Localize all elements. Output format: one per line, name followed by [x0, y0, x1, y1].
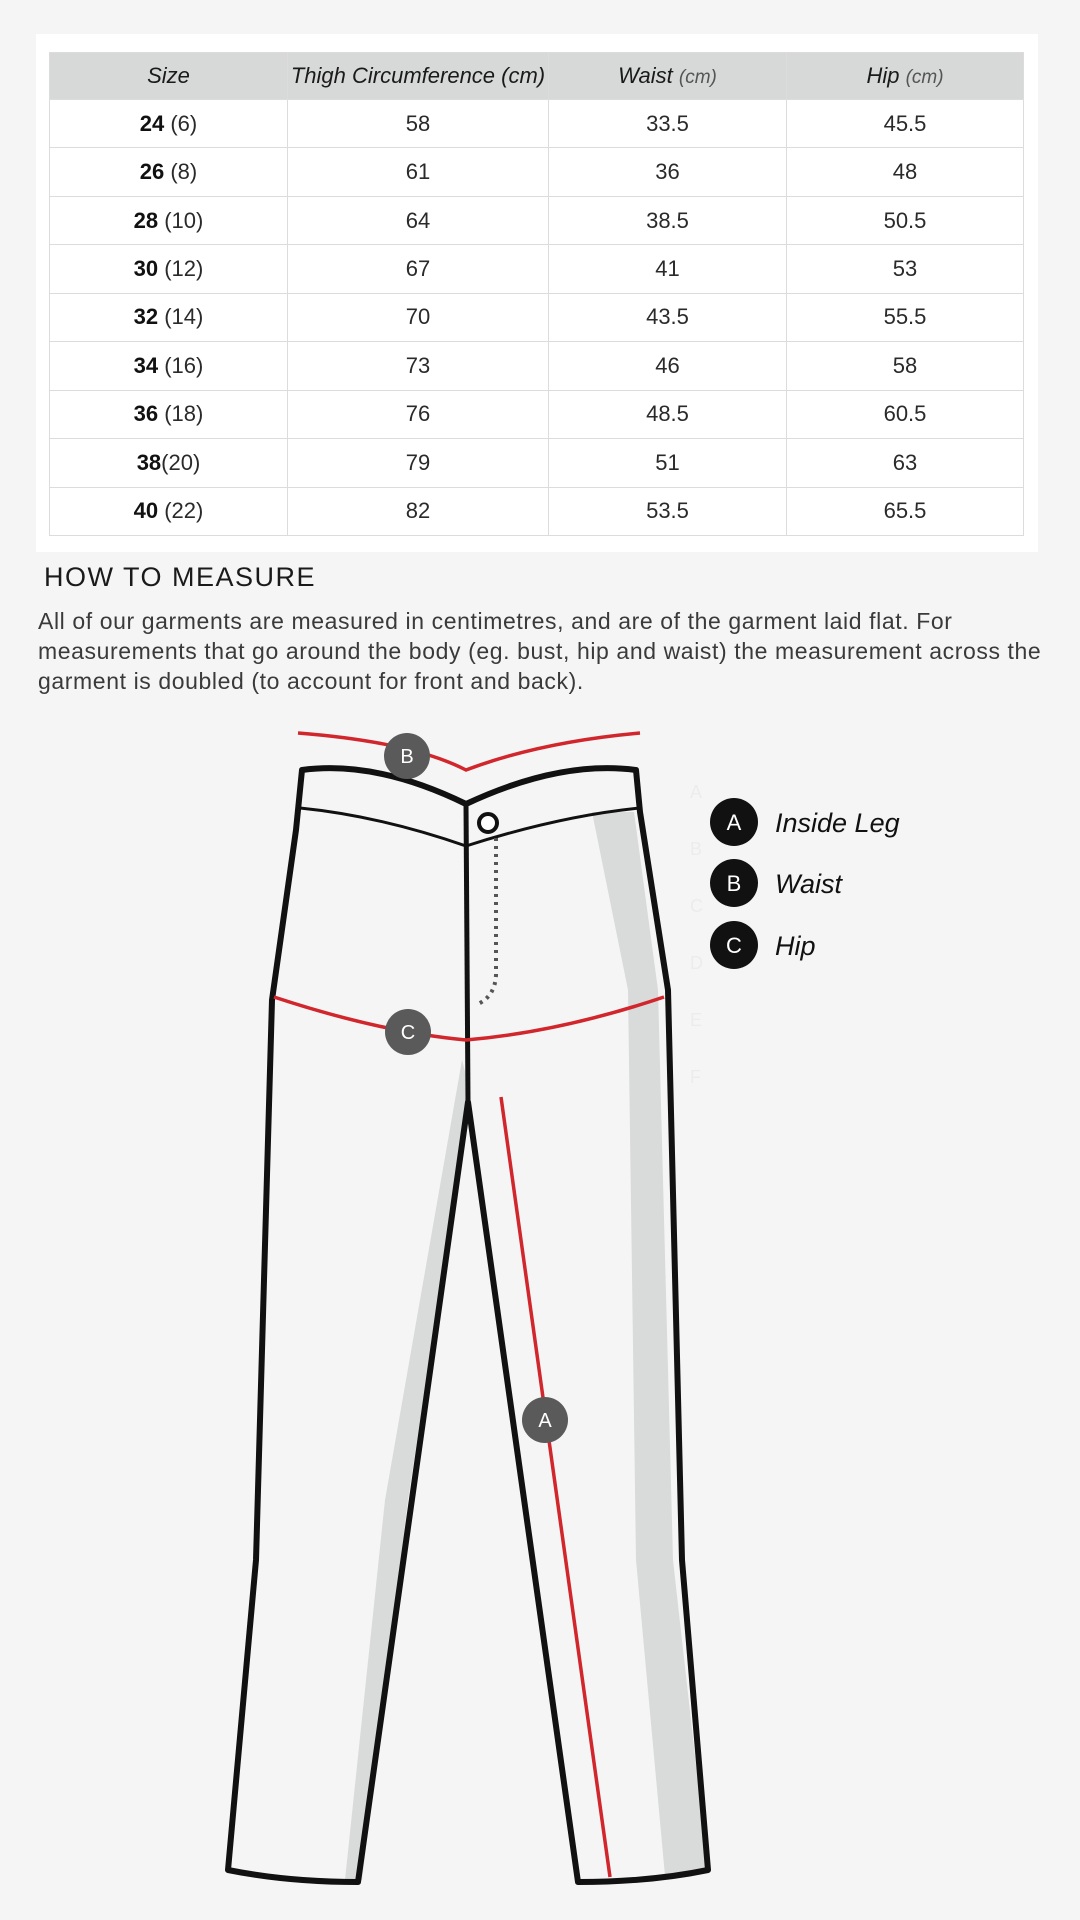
legend-item-inside-leg [710, 798, 900, 846]
waist-cell: 53.5 [549, 487, 787, 536]
legend-item-waist [710, 859, 844, 907]
ghost-letter: D [690, 953, 703, 973]
hip-cell: 50.5 [787, 196, 1024, 244]
ghost-letter: B [690, 839, 703, 859]
waist-unit: (cm) [678, 67, 717, 88]
waist-marker-letter: B [400, 746, 414, 768]
legend-label: Waist [775, 869, 843, 899]
header-waist: Waist (cm) [549, 53, 787, 100]
hip-cell: 48 [787, 148, 1024, 196]
hip-marker-letter: C [400, 1022, 416, 1044]
thigh-cell: 58 [288, 100, 549, 148]
thigh-cell: 79 [288, 439, 549, 487]
thigh-cell: 70 [288, 293, 549, 341]
ghost-letter: A [690, 782, 703, 802]
waist-cell: 46 [549, 342, 787, 390]
legend-item-hip [710, 921, 816, 969]
hip-cell: 45.5 [787, 100, 1024, 148]
header-hip: Hip (cm) [787, 53, 1024, 100]
legend-letter: B [726, 871, 742, 896]
ghost-letter: E [690, 1010, 703, 1030]
size-cell: 34 (16) [50, 342, 288, 390]
ghost-letter: C [690, 896, 703, 916]
waist-cell: 33.5 [549, 100, 787, 148]
waist-measure-line [298, 733, 640, 770]
thigh-cell: 73 [288, 342, 549, 390]
legend-label: Inside Leg [775, 808, 900, 838]
size-cell: 38(20) [50, 439, 288, 487]
left-leg-shade [345, 1060, 470, 1880]
hip-marker [385, 1009, 431, 1055]
waist-marker [384, 733, 430, 779]
size-cell: 28 (10) [50, 196, 288, 244]
hip-cell: 63 [787, 439, 1024, 487]
fly-stitch [478, 838, 496, 1004]
thigh-cell: 76 [288, 390, 549, 438]
hip-unit: (cm) [905, 67, 944, 88]
header-thigh: Thigh Circumference (cm) [288, 53, 549, 100]
inside-leg-measure-line [501, 1097, 610, 1877]
legend-letter: A [726, 810, 742, 835]
waist-cell: 43.5 [549, 293, 787, 341]
size-cell: 32 (14) [50, 293, 288, 341]
center-seam [466, 804, 468, 1102]
size-cell: 40 (22) [50, 487, 288, 536]
ghost-letter: F [690, 1067, 701, 1087]
size-cell: 30 (12) [50, 245, 288, 293]
waist-cell: 41 [549, 245, 787, 293]
how-to-measure-text: All of our garments are measured in centimetres, and are of the garment laid flat. For measurements that go around the body (eg. bust, hip and waist) the measurement across the garment is doubled (to account for front and back). [38, 608, 1042, 694]
button-icon [479, 814, 497, 832]
hip-cell: 55.5 [787, 293, 1024, 341]
thigh-cell: 67 [288, 245, 549, 293]
size-cell: 24 (6) [50, 100, 288, 148]
waist-cell: 48.5 [549, 390, 787, 438]
waist-cell: 38.5 [549, 196, 787, 244]
waist-cell: 36 [549, 148, 787, 196]
size-cell: 36 (18) [50, 390, 288, 438]
thigh-cell: 61 [288, 148, 549, 196]
hip-cell: 53 [787, 245, 1024, 293]
header-size: Size [50, 53, 288, 100]
size-cell: 26 (8) [50, 148, 288, 196]
inside-leg-marker-letter: A [538, 1410, 552, 1432]
waist-cell: 51 [549, 439, 787, 487]
how-to-measure-title: HOW TO MEASURE [44, 562, 317, 592]
thigh-cell: 64 [288, 196, 549, 244]
waistband-line [300, 808, 640, 846]
legend-letter: C [726, 933, 742, 958]
hip-cell: 60.5 [787, 390, 1024, 438]
hip-cell: 65.5 [787, 487, 1024, 536]
thigh-cell: 82 [288, 487, 549, 536]
hip-cell: 58 [787, 342, 1024, 390]
inside-leg-marker [522, 1397, 568, 1443]
legend-label: Hip [775, 931, 816, 961]
